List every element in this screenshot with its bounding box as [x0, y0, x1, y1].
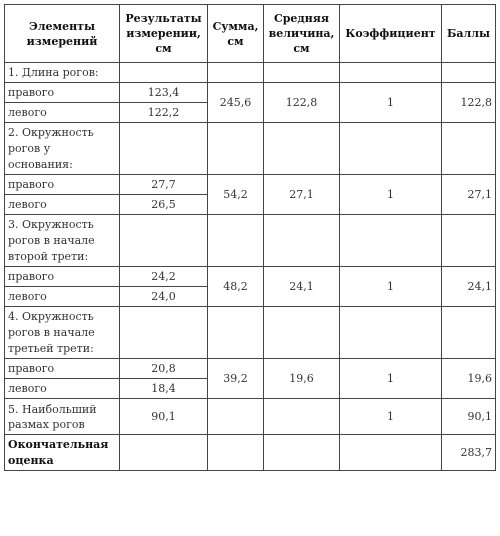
right-row: [5, 359, 496, 379]
right-label: правого: [5, 359, 120, 379]
empty-cell: [340, 123, 442, 175]
empty-cell: [264, 399, 340, 435]
empty-cell: [208, 123, 264, 175]
points-value: 24,1: [442, 267, 496, 307]
average-value: 19,6: [264, 359, 340, 399]
empty-cell: [208, 307, 264, 359]
group-title-row: [5, 307, 496, 359]
final-points: 283,7: [442, 435, 496, 471]
empty-cell: [340, 307, 442, 359]
coefficient-value: 1: [340, 83, 442, 123]
max-span-points: 90,1: [442, 399, 496, 435]
empty-cell: [208, 63, 264, 83]
empty-cell: [340, 215, 442, 267]
right-value: 20,8: [120, 359, 208, 379]
right-value: 123,4: [120, 83, 208, 103]
group-label: 1. Длина рогов:: [5, 63, 120, 83]
empty-cell: [340, 435, 442, 471]
empty-cell: [340, 63, 442, 83]
header-average: Средняя величина, см: [264, 5, 340, 63]
empty-cell: [442, 63, 496, 83]
right-label: правого: [5, 175, 120, 195]
left-label: левого: [5, 103, 120, 123]
left-label: левого: [5, 379, 120, 399]
group-label: 4. Окружность рогов в начале третьей трети:: [5, 307, 120, 359]
sum-value: 245,6: [208, 83, 264, 123]
group-label: 2. Окружность рогов у основания:: [5, 123, 120, 175]
coefficient-value: 1: [340, 175, 442, 215]
points-value: 122,8: [442, 83, 496, 123]
coefficient-value: 1: [340, 267, 442, 307]
group-title-row: [5, 123, 496, 175]
empty-cell: [120, 435, 208, 471]
empty-cell: [264, 215, 340, 267]
group-title-row: [5, 215, 496, 267]
max-span-coefficient: 1: [340, 399, 442, 435]
empty-cell: [264, 63, 340, 83]
empty-cell: [442, 123, 496, 175]
header-sum: Сумма, см: [208, 5, 264, 63]
right-label: правого: [5, 83, 120, 103]
left-value: 122,2: [120, 103, 208, 123]
final-row: [5, 435, 496, 471]
empty-cell: [208, 215, 264, 267]
measurements-table: [4, 4, 496, 471]
right-row: [5, 83, 496, 103]
left-label: левого: [5, 195, 120, 215]
max-span-label: 5. Наибольший размах рогов: [5, 399, 120, 435]
sum-value: 39,2: [208, 359, 264, 399]
average-value: 24,1: [264, 267, 340, 307]
left-value: 18,4: [120, 379, 208, 399]
sum-value: 48,2: [208, 267, 264, 307]
right-label: правого: [5, 267, 120, 287]
average-value: 27,1: [264, 175, 340, 215]
sum-value: 54,2: [208, 175, 264, 215]
empty-cell: [208, 435, 264, 471]
header-results: Результаты измерении, см: [120, 5, 208, 63]
header-row: [5, 5, 496, 63]
empty-cell: [120, 307, 208, 359]
header-points: Баллы: [442, 5, 496, 63]
header-coefficient: Коэффициент: [340, 5, 442, 63]
left-label: левого: [5, 287, 120, 307]
empty-cell: [442, 215, 496, 267]
coefficient-value: 1: [340, 359, 442, 399]
empty-cell: [442, 307, 496, 359]
right-row: [5, 175, 496, 195]
points-value: 27,1: [442, 175, 496, 215]
left-value: 24,0: [120, 287, 208, 307]
empty-cell: [264, 123, 340, 175]
empty-cell: [120, 123, 208, 175]
header-elements: Элементы измерений: [5, 5, 120, 63]
right-row: [5, 267, 496, 287]
points-value: 19,6: [442, 359, 496, 399]
empty-cell: [120, 63, 208, 83]
max-span-value: 90,1: [120, 399, 208, 435]
empty-cell: [208, 399, 264, 435]
right-value: 27,7: [120, 175, 208, 195]
empty-cell: [264, 307, 340, 359]
group-title-row: [5, 63, 496, 83]
empty-cell: [120, 215, 208, 267]
group-label: 3. Окружность рогов в начале второй трети:: [5, 215, 120, 267]
average-value: 122,8: [264, 83, 340, 123]
left-value: 26,5: [120, 195, 208, 215]
empty-cell: [264, 435, 340, 471]
right-value: 24,2: [120, 267, 208, 287]
max-span-row: [5, 399, 496, 435]
final-label: Окончательная оценка: [5, 435, 120, 471]
